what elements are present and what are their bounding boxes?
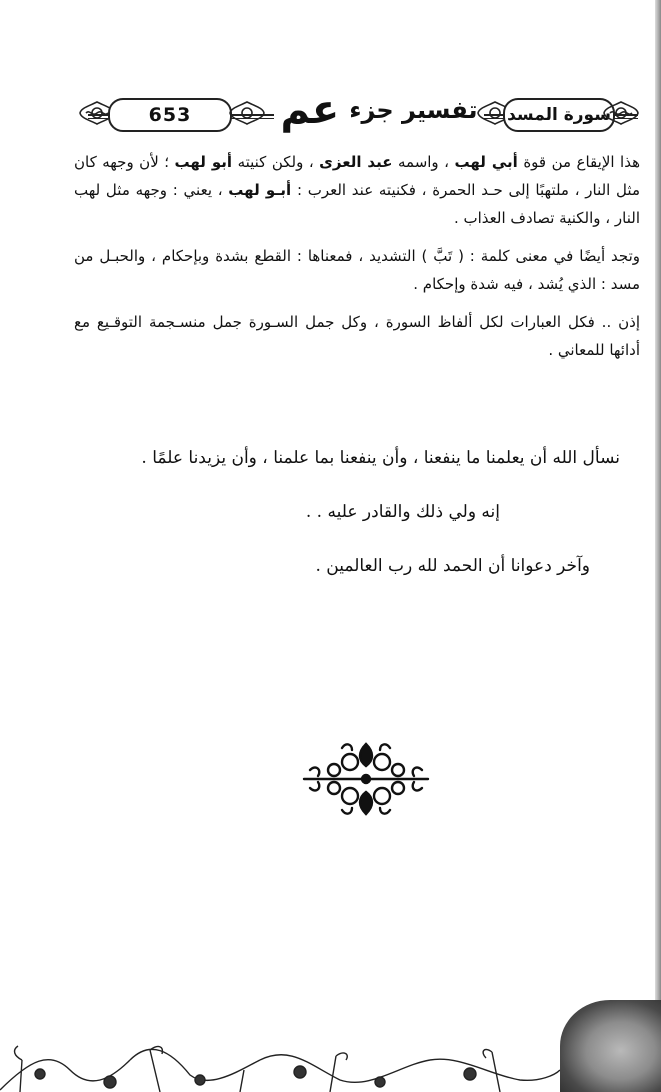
author-photo — [560, 1000, 661, 1092]
book-title-text: تفسير جزء — [349, 96, 478, 124]
paragraph-2: وتجد أيضًا في معنى كلمة : ( تَبَّ ) التشديد ، فمعناها : القطع بشدة وبإحكام ، والحبـل من مسد : الذي يُشد ، فيه شدة وإحكام . — [74, 247, 640, 293]
name-abu-lahab: أبـو لهب — [228, 181, 292, 199]
arabesque-ornament-icon — [300, 740, 432, 818]
prayer-line-3: وآخر دعوانا أن الحمد لله رب العالمين . — [315, 556, 590, 576]
text-segment: ، واسمه — [397, 153, 450, 171]
prayer-line-1: نسأل الله أن يعلمنا ما ينفعنا ، وأن ينفعنا بما علمنا ، وأن يزيدنا علمًا . — [141, 448, 620, 468]
floral-border-icon — [0, 1030, 600, 1092]
paragraph-1 — [74, 148, 640, 232]
name-abu-lahab: أبو لهب — [174, 153, 233, 171]
page-edge — [655, 0, 661, 1092]
book-title — [274, 87, 484, 133]
floral-ornament-icon — [228, 100, 266, 126]
text-segment: ؛ لأن وجهه كان مثل النار ، ملتهبًا إلى حـد الحمرة ، فكنيته عند العرب : — [74, 153, 640, 199]
paragraph-3: إذن .. فكل العبارات لكل ألفاظ السورة ، وكل جمل السـورة جمل منسـجمة التوقـيع مع أدائها للمعاني . — [74, 313, 640, 359]
body-text — [74, 148, 640, 364]
surah-name: سورة المسد — [503, 98, 615, 132]
book-title-big: عم — [280, 87, 340, 133]
page-number: 653 — [108, 98, 232, 132]
name-abu-lahab: أبي لهب — [454, 153, 518, 171]
prayer-line-2: إنه ولي ذلك والقادر عليه . . — [305, 502, 500, 522]
name-abd-al-uzza: عبد العزى — [319, 153, 393, 171]
text-segment: هذا الإيقاع من قوة — [523, 153, 640, 171]
text-segment: ، يعني : وجهه مثل لهب النار ، والكنية تصادف العذاب . — [74, 181, 640, 227]
page-header — [78, 84, 638, 140]
text-segment: ، ولكن كنيته — [237, 153, 314, 171]
floral-ornament-icon — [602, 100, 640, 126]
